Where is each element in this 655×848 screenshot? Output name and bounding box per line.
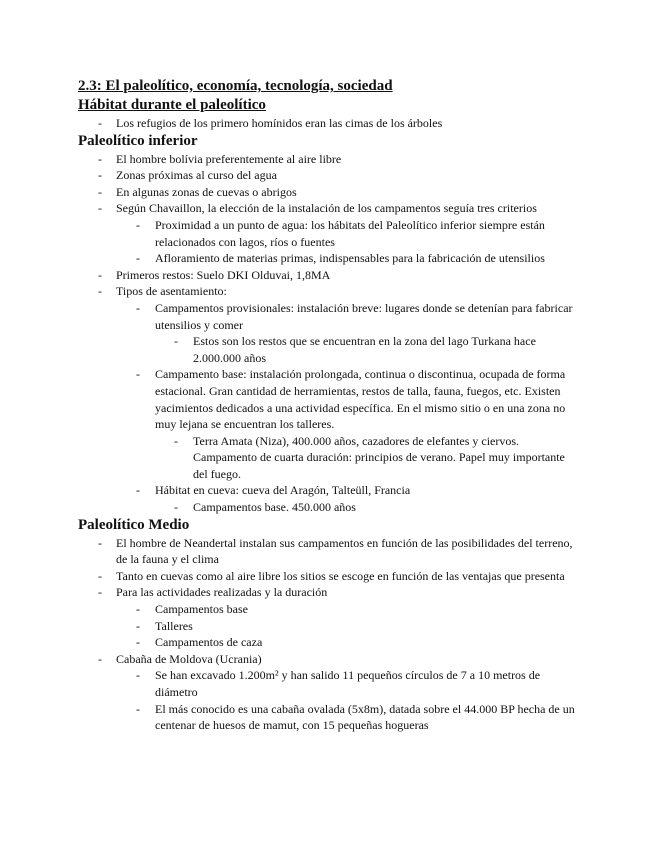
- list-item: - El hombre de Neandertal instalan sus campamentos en función de las posibilidades del terreno, de la fauna y el clima: [78, 535, 578, 568]
- list-item: - Terra Amata (Niza), 400.000 años, cazadores de elefantes y ciervos. Campamento de cuarta duración: principios de verano. Papel muy importante del fuego.: [78, 433, 578, 483]
- list-item: - Los refugios de los primero homínidos eran las cimas de los árboles: [78, 115, 578, 132]
- section-list: [78, 151, 578, 516]
- list-item: - Tanto en cuevas como al aire libre los sitios se escoge en función de las ventajas que presenta: [78, 568, 578, 585]
- sections-container: [78, 132, 578, 734]
- list-item: - En algunas zonas de cuevas o abrigos: [78, 184, 578, 201]
- section-subtitle: Hábitat durante el paleolítico: [78, 97, 266, 113]
- list-item: - Cabaña de Moldova (Ucrania): [78, 651, 578, 668]
- list-item: - Zonas próximas al curso del agua: [78, 167, 578, 184]
- list-item: - Estos son los restos que se encuentran en la zona del lago Turkana hace 2.000.000 años: [78, 333, 578, 366]
- section-heading: Paleolítico Medio: [78, 516, 190, 533]
- list-item: - Campamento base: instalación prolongada, continua o discontinua, ocupada de forma estacional. Gran cantidad de herramientas, restos de talla, fauna, fuegos, etc. Existen yacimientos dedicados a una actividad específica. En el mismo sitio o en una zona no muy lejana se encuentran los talleres.: [78, 366, 578, 432]
- list-item: - Para las actividades realizadas y la duración: [78, 584, 578, 601]
- document-body: [78, 77, 578, 734]
- list-item: - Proximidad a un punto de agua: los hábitats del Paleolítico inferior siempre están relacionados con lagos, ríos o fuentes: [78, 217, 578, 250]
- section-heading: Paleolítico inferior: [78, 132, 198, 149]
- list-item: - Talleres: [78, 618, 578, 635]
- list-item: - Campamentos base: [78, 601, 578, 618]
- list-item: - Campamentos provisionales: instalación breve: lugares donde se detenían para fabricar utensilios y comer: [78, 300, 578, 333]
- section-list: [78, 535, 578, 734]
- list-item: - Según Chavaillon, la elección de la instalación de los campamentos seguía tres criterios: [78, 200, 578, 217]
- list-item: - Tipos de asentamiento:: [78, 283, 578, 300]
- list-item: - Afloramiento de materias primas, indispensables para la fabricación de utensilios: [78, 250, 578, 267]
- intro-list: [78, 115, 578, 132]
- list-item: - Se han excavado 1.200m² y han salido 11 pequeños círculos de 7 a 10 metros de diámetro: [78, 667, 578, 700]
- list-item: - El más conocido es una cabaña ovalada (5x8m), datada sobre el 44.000 BP hecha de un centenar de huesos de mamut, con 15 pequeñas hogueras: [78, 701, 578, 734]
- list-item: - Campamentos de caza: [78, 634, 578, 651]
- list-item: - Campamentos base. 450.000 años: [78, 499, 578, 516]
- list-item: - El hombre bolívia preferentemente al aire libre: [78, 151, 578, 168]
- list-item: - Primeros restos: Suelo DKI Olduvai, 1,8MA: [78, 267, 578, 284]
- document-title: 2.3: El paleolítico, economía, tecnología, sociedad: [78, 78, 393, 94]
- list-item: - Hábitat en cueva: cueva del Aragón, Talteüll, Francia: [78, 482, 578, 499]
